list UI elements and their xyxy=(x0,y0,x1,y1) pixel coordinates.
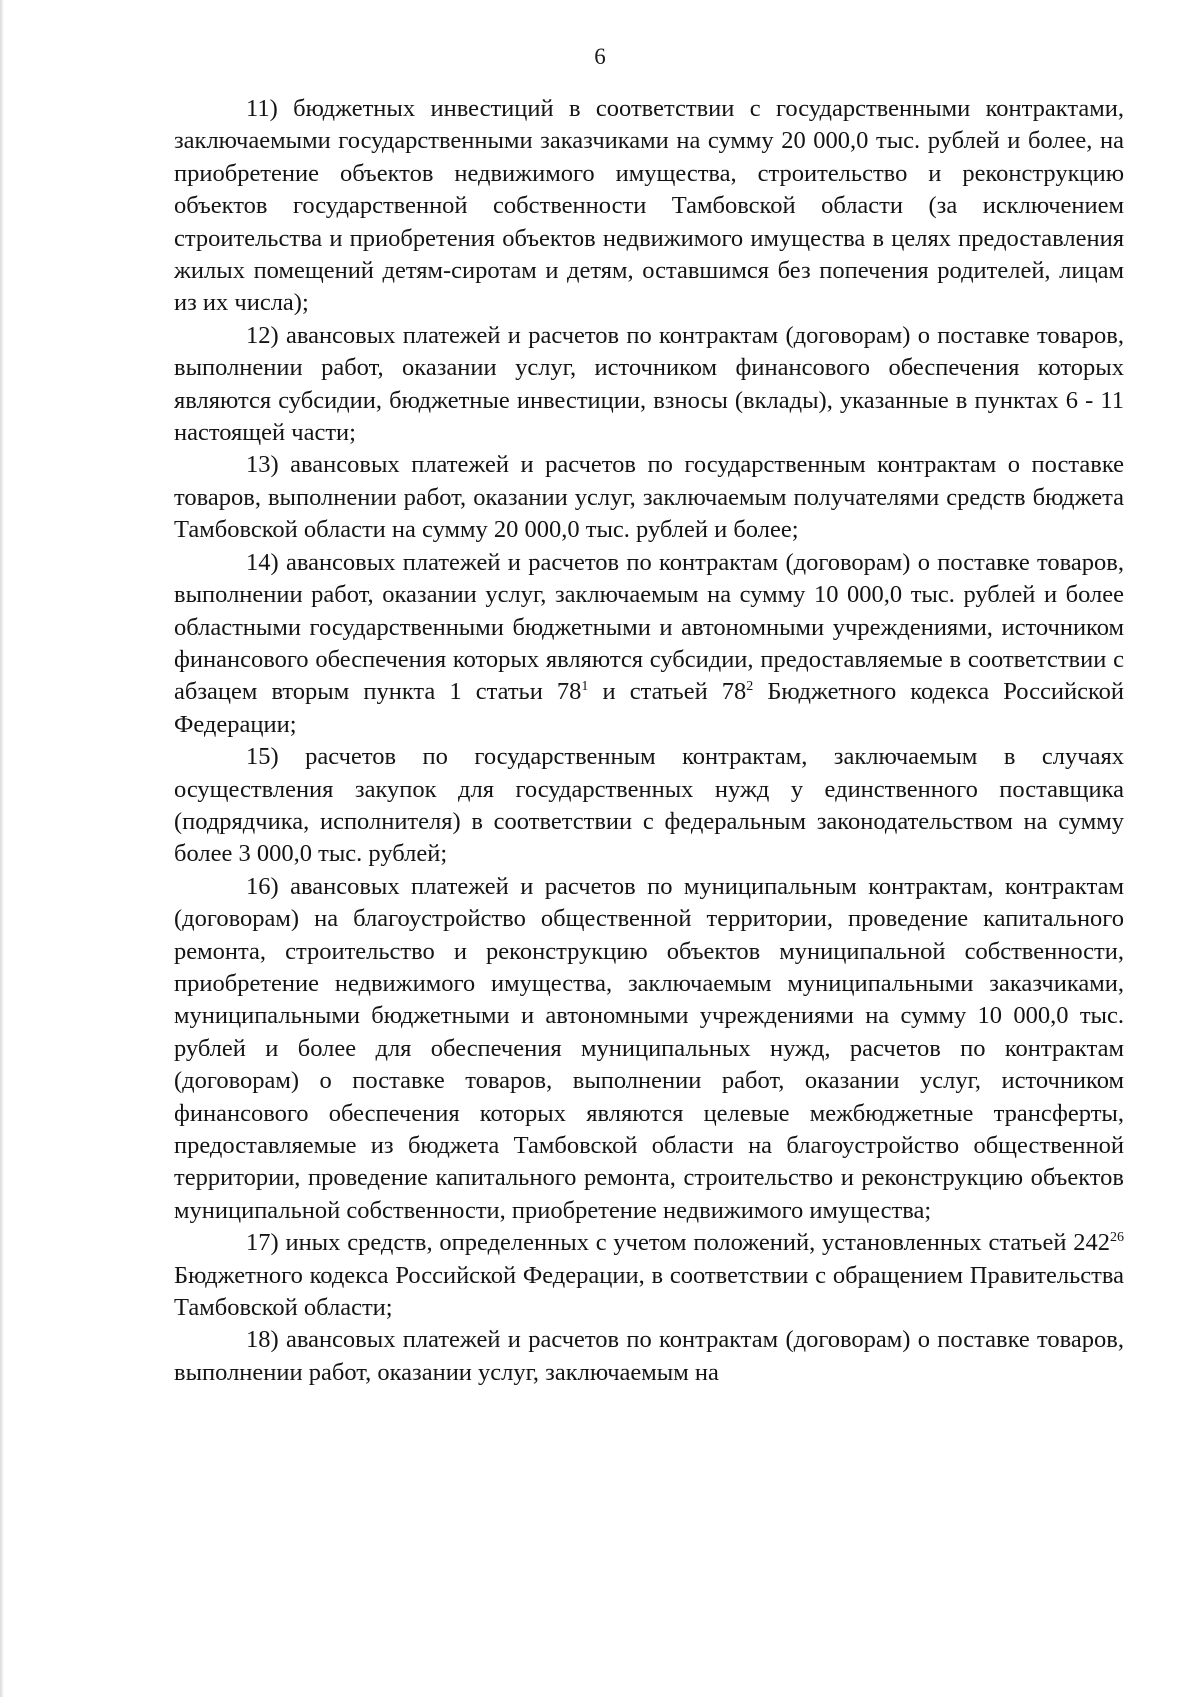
document-body xyxy=(174,93,1124,1389)
superscript-article-242-26: 26 xyxy=(1110,1230,1124,1246)
paragraph-item-14-text-c: Бюджетного кодекса Российской Федерации; xyxy=(174,678,1124,738)
paragraph-item-11: 11) бюджетных инвестиций в соответствии с государственными контрактами, заключаемыми государственными заказчиками на сумму 20 000,0 тыс. рублей и более, на приобретение объектов недвижимого имущества, строительство и реконструкцию объектов государственной собственности Тамбовской области (за исключением строительства и приобретения объектов недвижимого имущества в целях предоставления жилых помещений детям-сиротам и детям, оставшимся без попечения родителей, лицам из их числа); xyxy=(174,95,1124,317)
superscript-article-78-2: 2 xyxy=(746,679,754,695)
paragraph-item-15: 15) расчетов по государственным контрактам, заключаемым в случаях осуществления закупок для государственных нужд у единственного поставщика (подрядчика, исполнителя) в соответствии с федеральным законодательством на сумму более 3 000,0 тыс. рублей; xyxy=(174,743,1124,868)
scan-edge xyxy=(0,0,4,1697)
paragraph-item-12: 12) авансовых платежей и расчетов по контрактам (договорам) о поставке товаров, выполнении работ, оказании услуг, источником финансового обеспечения которых являются субсидии, бюджетные инвестиции, взносы (вклады), указанные в пунктах 6 - 11 настоящей части; xyxy=(174,321,1124,447)
paragraph-item-14-text-b: и статьей 78 xyxy=(588,678,747,706)
superscript-article-78-1: 1 xyxy=(581,679,589,695)
paragraph-item-14 xyxy=(174,547,1124,741)
paragraph-item-16: 16) авансовых платежей и расчетов по муниципальным контрактам, контрактам (договорам) на благоустройство общественной территории, проведение капитального ремонта, строительство и реконструкцию объектов муниципальной собственности, приобретение недвижимого имущества, заключаемым муниципальными заказчиками, муниципальными бюджетными и автономными учреждениями на сумму 10 000,0 тыс. рублей и более для обеспечения муниципальных нужд, расчетов по контрактам (договорам) о поставке товаров, выполнении работ, оказании услуг, источником финансового обеспечения которых являются целевые межбюджетные трансферты, предоставляемые из бюджета Тамбовской области на благоустройство общественной территории, проведение капитального ремонта, строительство и реконструкцию объектов муниципальной собственности, приобретение недвижимого имущества; xyxy=(174,872,1124,1224)
page-number: 6 xyxy=(594,44,606,69)
paragraph-item-18: 18) авансовых платежей и расчетов по контрактам (договорам) о поставке товаров, выполнении работ, оказании услуг, заключаемым на xyxy=(174,1326,1124,1386)
paragraph-item-13: 13) авансовых платежей и расчетов по государственным контрактам о поставке товаров, выполнении работ, оказании услуг, заключаемым получателями средств бюджета Тамбовской области на сумму 20 000,0 тыс. рублей и более; xyxy=(174,451,1124,544)
paragraph-item-17-text-a: 17) иных средств, определенных с учетом положений, установленных статьей 242 xyxy=(246,1229,1110,1257)
paragraph-item-17 xyxy=(174,1227,1124,1324)
paragraph-item-14-text-a: 14) авансовых платежей и расчетов по контрактам (договорам) о поставке товаров, выполнении работ, оказании услуг, заключаемым на сумму 10 000,0 тыс. рублей и более областными государственными бюджетными и автономными учреждениями, источником финансового обеспечения которых являются субсидии, предоставляемые в соответствии с абзацем вторым пункта 1 статьи 78 xyxy=(174,548,1124,706)
paragraph-item-17-text-b: Бюджетного кодекса Российской Федерации, в соответствии с обращением Правительства Тамбовской области; xyxy=(174,1261,1124,1322)
